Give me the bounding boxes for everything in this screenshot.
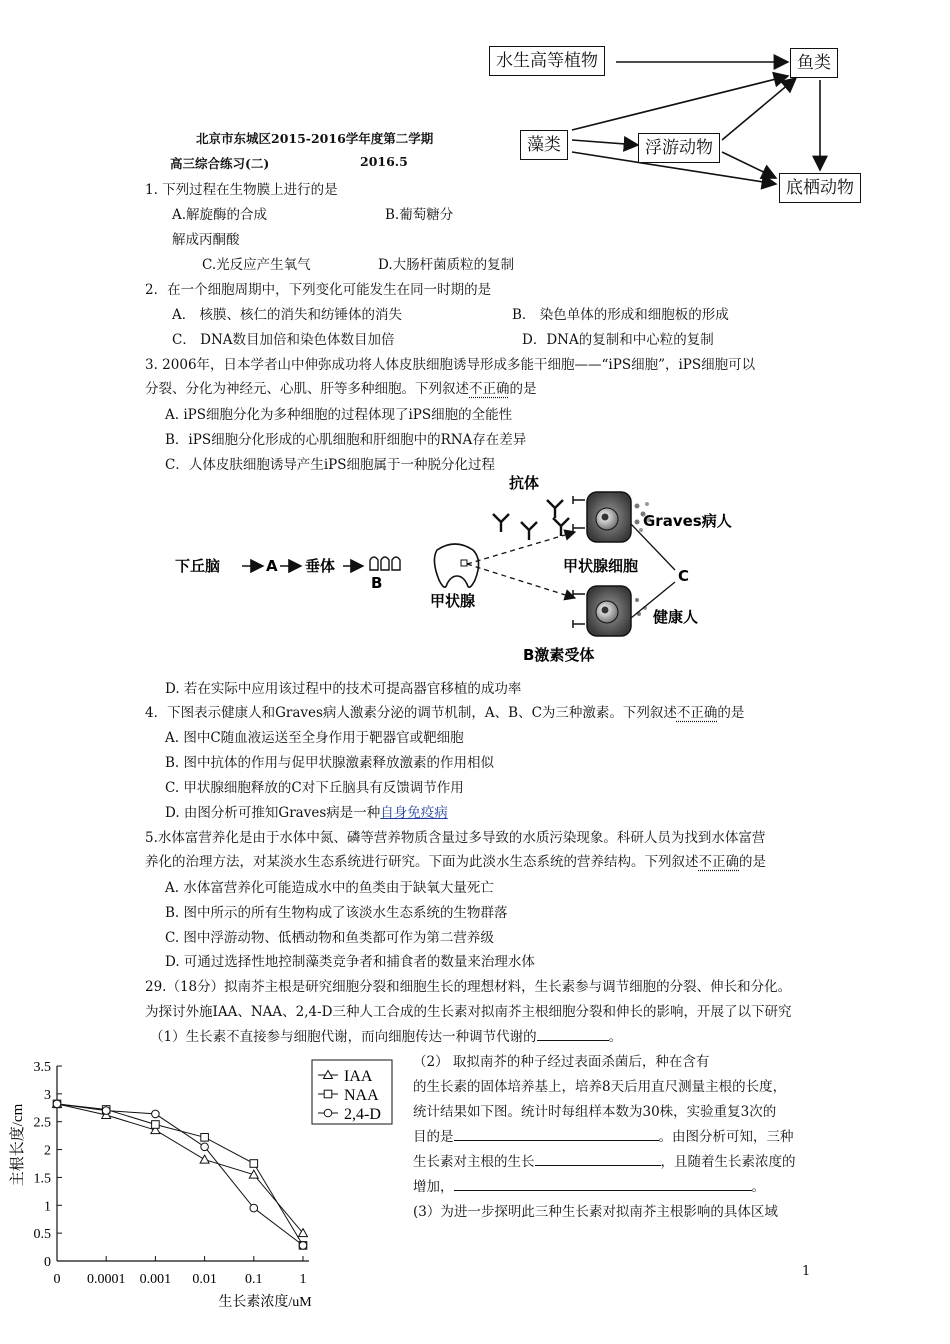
q5-option-b: B. 图中所示的所有生物构成了该淡水生态系统的生物群落 bbox=[165, 905, 508, 921]
x-tick-label: 1 bbox=[299, 1272, 307, 1287]
point-naa bbox=[152, 1121, 160, 1129]
exam-subtitle: 高三综合练习(二) bbox=[170, 156, 270, 171]
q3-option-b: B．iPS细胞分化形成的心肌细胞和肝细胞中的RNA存在差异 bbox=[165, 432, 527, 448]
q4-option-b: B. 图中抗体的作用与促甲状腺激素释放激素的作用相似 bbox=[165, 755, 495, 771]
autoimmune-link[interactable]: 自身免疫病 bbox=[380, 805, 448, 821]
diagram-label-b: B bbox=[371, 574, 383, 592]
node-aquatic-plants: 水生高等植物 bbox=[489, 46, 605, 76]
q3-stem-line1: 3. 2006年，日本学者山中伸弥成功将人体皮肤细胞诱导形成多能干细胞——“iPS细胞”，iPS细胞可以 bbox=[145, 357, 756, 373]
q2-option-c: C． DNA数目加倍和染色体数目加倍 bbox=[172, 332, 395, 348]
y-tick-label: 1.5 bbox=[33, 1171, 51, 1187]
y-tick-label: 0 bbox=[44, 1255, 51, 1270]
q5-stem-line2: 养化的治理方法，对某淡水生态系统进行研究。下面为此淡水生态系统的营养结构。下列叙述不正确的是 bbox=[145, 854, 766, 870]
point-2-4-d bbox=[250, 1204, 258, 1212]
q29-part2-line3: 统计结果如下图。统计时每组样本数为30株，实验重复3次的 bbox=[413, 1104, 777, 1120]
q29-part3: (3）为进一步探明此三种生长素对拟南芥主根影响的具体区域 bbox=[413, 1204, 778, 1220]
q1-option-d: D.大肠杆菌质粒的复制 bbox=[378, 257, 515, 273]
y-axis-label: 主根长度/cm bbox=[10, 1103, 26, 1187]
diagram-label-c: C bbox=[678, 567, 690, 585]
point-2-4-d bbox=[152, 1110, 160, 1118]
y-tick-label: 2 bbox=[44, 1143, 51, 1159]
x-tick-label: 0 bbox=[53, 1272, 61, 1287]
diagram-label-healthy: 健康人 bbox=[653, 608, 699, 626]
q1-option-b-cont: 解成丙酮酸 bbox=[172, 232, 240, 248]
y-tick-label: 3 bbox=[44, 1087, 51, 1103]
x-tick-label: 0.1 bbox=[245, 1272, 263, 1287]
q29-part2-line1: （2） 取拟南芥的种子经过表面杀菌后，种在含有 bbox=[413, 1054, 710, 1070]
q29-blank-2[interactable] bbox=[454, 1127, 659, 1141]
q29-stem-line1: 29.（18分）拟南芥主根是研究细胞分裂和细胞生长的理想材料，生长素参与调节细胞的分裂、伸长和分化。 bbox=[145, 979, 792, 995]
q1-option-c: C.光反应产生氧气 bbox=[202, 257, 311, 273]
q29-part2-line5: 生长素对主根的生长 ，且随着生长素浓度的 bbox=[413, 1154, 796, 1170]
q29-part2-line4: 目的是 。由图分析可知，三种 bbox=[413, 1129, 794, 1145]
y-tick-label: 1 bbox=[44, 1199, 51, 1215]
q29-blank-4[interactable] bbox=[454, 1177, 752, 1191]
point-naa bbox=[201, 1134, 209, 1142]
q29-part2-line2: 的生长素的固体培养基上，培养8天后用直尺测量主根的长度， bbox=[413, 1079, 787, 1095]
y-tick-label: 0.5 bbox=[33, 1227, 51, 1243]
diagram-label-receptor: B激素受体 bbox=[523, 646, 595, 664]
exam-title: 北京市东城区2015-2016学年度第二学期 bbox=[196, 131, 434, 146]
node-benthic-animals: 底栖动物 bbox=[779, 173, 861, 203]
q4-option-d: D. 由图分析可推知Graves病是一种自身免疫病 bbox=[165, 805, 448, 821]
exam-date: 2016.5 bbox=[360, 154, 408, 169]
point-2-4-d bbox=[102, 1107, 110, 1115]
legend-marker bbox=[324, 1090, 332, 1098]
series-line-iaa bbox=[57, 1104, 303, 1233]
legend-label: IAA bbox=[344, 1068, 373, 1085]
q29-part2-line6: 增加， 。 bbox=[413, 1179, 765, 1195]
q29-blank-1[interactable] bbox=[537, 1027, 609, 1041]
diagram-label-graves: Graves病人 bbox=[643, 512, 732, 530]
legend-label: 2,4-D bbox=[344, 1106, 381, 1123]
legend-marker bbox=[324, 1109, 332, 1117]
point-2-4-d bbox=[53, 1100, 61, 1108]
q3-stem-line2: 分裂、分化为神经元、心肌、肝等多种细胞。下列叙述不正确的是 bbox=[145, 381, 537, 397]
x-axis-label: 生长素浓度/uM bbox=[218, 1295, 312, 1310]
q5-option-a: A. 水体富营养化可能造成水中的鱼类由于缺氧大量死亡 bbox=[165, 880, 494, 896]
page-number: 1 bbox=[802, 1264, 811, 1279]
q29-blank-3[interactable] bbox=[535, 1152, 661, 1166]
q1-option-b: B.葡萄糖分 bbox=[385, 207, 454, 223]
q5-option-c: C. 图中浮游动物、低栖动物和鱼类都可作为第二营养级 bbox=[165, 930, 494, 946]
diagram-label-thyroid: 甲状腺 bbox=[430, 592, 476, 610]
series-line-2-4-d bbox=[57, 1104, 303, 1246]
diagram-label-a: A bbox=[266, 557, 278, 575]
q29-part1: （1）生长素不直接参与细胞代谢，而向细胞传达一种调节代谢的 。 bbox=[150, 1029, 623, 1045]
q5-stem-line1: 5.水体富营养化是由于水体中氮、磷等营养物质含量过多导致的水质污染现象。科研人员为找到水体富营 bbox=[145, 830, 766, 846]
q2-option-a: A． 核膜、核仁的消失和纺锤体的消失 bbox=[172, 307, 403, 323]
q1-stem: 1. 下列过程在生物膜上进行的是 bbox=[145, 182, 338, 198]
y-tick-label: 3.5 bbox=[33, 1060, 51, 1075]
q1-option-a: A.解旋酶的合成 bbox=[172, 207, 268, 223]
node-algae: 藻类 bbox=[520, 130, 568, 160]
x-tick-label: 0.001 bbox=[139, 1272, 172, 1287]
root-length-chart bbox=[0, 1050, 400, 1320]
q3-option-a: A. iPS细胞分化为多种细胞的过程体现了iPS细胞的全能性 bbox=[165, 407, 513, 423]
point-naa bbox=[250, 1160, 258, 1168]
y-tick-label: 2.5 bbox=[33, 1115, 51, 1131]
q2-option-d: D．DNA的复制和中心粒的复制 bbox=[522, 332, 714, 348]
legend-label: NAA bbox=[344, 1087, 379, 1104]
diagram-label-hypothalamus: 下丘脑 bbox=[175, 557, 221, 575]
q5-option-d: D. 可通过选择性地控制藻类竞争者和捕食者的数量来治理水体 bbox=[165, 954, 535, 970]
q29-stem-line2: 为探讨外施IAA、NAA、2,4-D三种人工合成的生长素对拟南芥主根细胞分裂和伸长的影响，开展了以下研究 bbox=[145, 1004, 792, 1020]
point-iaa bbox=[200, 1155, 209, 1163]
diagram-label-antibody: 抗体 bbox=[509, 474, 540, 492]
q2-stem: 2．在一个细胞周期中，下列变化可能发生在同一时期的是 bbox=[145, 282, 492, 298]
x-tick-label: 0.0001 bbox=[86, 1272, 126, 1287]
series-line-naa bbox=[57, 1104, 303, 1246]
q3-option-d: D. 若在实际中应用该过程中的技术可提高器官移植的成功率 bbox=[165, 681, 522, 697]
diagram-label-pituitary: 垂体 bbox=[305, 557, 336, 575]
x-tick-label: 0.01 bbox=[192, 1272, 217, 1287]
point-2-4-d bbox=[299, 1242, 307, 1250]
q4-option-c: C. 甲状腺细胞释放的C对下丘脑具有反馈调节作用 bbox=[165, 780, 464, 796]
point-2-4-d bbox=[201, 1143, 209, 1151]
q3-option-c: C．人体皮肤细胞诱导产生iPS细胞属于一种脱分化过程 bbox=[165, 457, 495, 473]
node-fish: 鱼类 bbox=[790, 48, 838, 78]
q4-option-a: A. 图中C随血液运送至全身作用于靶器官或靶细胞 bbox=[165, 730, 464, 746]
graves-regulation-diagram bbox=[175, 470, 745, 670]
q4-stem: 4．下图表示健康人和Graves病人激素分泌的调节机制，A、B、C为三种激素。下列叙述不正确的是 bbox=[145, 705, 745, 721]
diagram-label-thyroid-cell: 甲状腺细胞 bbox=[563, 557, 639, 575]
q2-option-b: B． 染色单体的形成和细胞板的形成 bbox=[512, 307, 729, 323]
node-zooplankton: 浮游动物 bbox=[638, 133, 720, 163]
